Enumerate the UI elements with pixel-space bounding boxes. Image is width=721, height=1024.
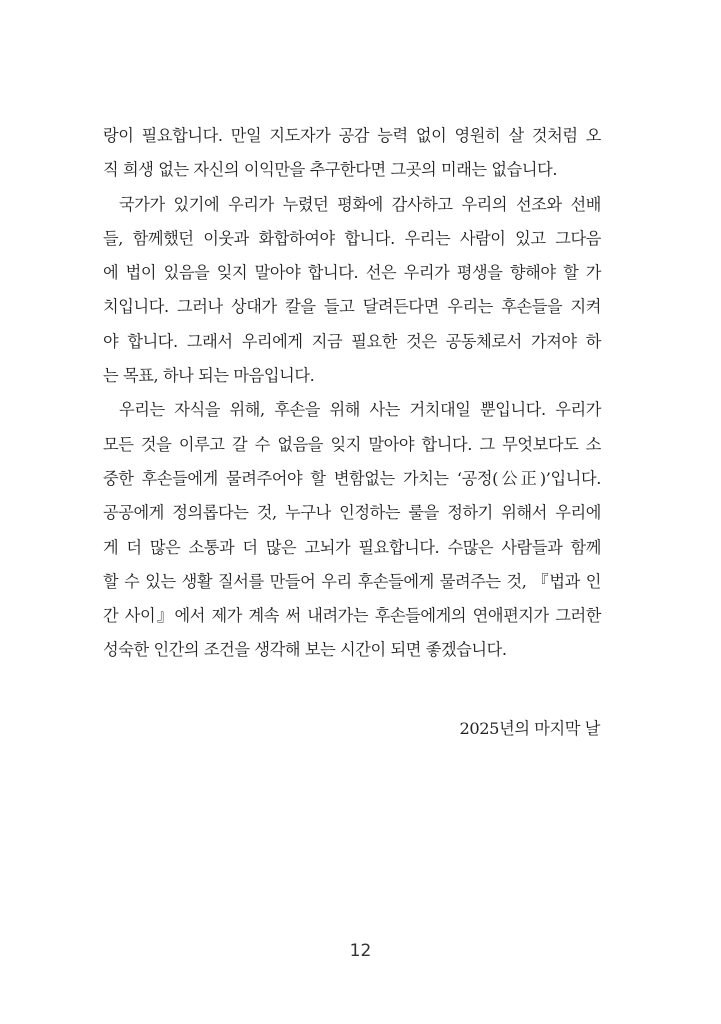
text-line: 중한 후손들에게 물려주어야 할 변함없는 가치는 ‘공정(公正)’입니다. xyxy=(103,468,601,488)
text-line: 에 법이 있음을 잊지 말아야 합니다. 선은 우리가 평생을 향해야 할 가 xyxy=(103,263,601,283)
paragraph-first-line: 국가가 있기에 우리가 누렸던 평화에 감사하고 우리의 선조와 선배 xyxy=(119,194,601,214)
text-line: 성숙한 인간의 조건을 생각해 보는 시간이 되면 좋겠습니다. xyxy=(103,640,507,660)
page-number: 12 xyxy=(349,941,372,961)
text-line: 공공에게 정의롭다는 것, 누구나 인정하는 룰을 정하기 위해서 우리에 xyxy=(103,503,601,523)
text-line: 게 더 많은 소통과 더 많은 고뇌가 필요합니다. 수많은 사람들과 함께 xyxy=(103,537,601,557)
text-line: 랑이 필요합니다. 만일 지도자가 공감 능력 없이 영원히 살 것처럼 오 xyxy=(103,126,601,145)
text-line: 직 희생 없는 자신의 이익만을 추구한다면 그곳의 미래는 없습니다. xyxy=(103,160,558,180)
date-signature: 2025년의 마지막 날 xyxy=(459,719,600,738)
text-line: 들, 함께했던 이웃과 화합하여야 합니다. 우리는 사람이 있고 그다음 xyxy=(103,228,601,248)
text-line: 는 목표, 하나 되는 마음입니다. xyxy=(103,366,315,386)
body-text xyxy=(103,119,601,668)
text-line: 야 합니다. 그래서 우리에게 지금 필요한 것은 공동체로서 가져야 하 xyxy=(103,331,601,351)
text-line: 할 수 있는 생활 질서를 만들어 우리 후손들에게 물려주는 것, 『법과 인 xyxy=(103,571,601,591)
text-line: 간 사이』에서 제가 계속 써 내려가는 후손들에게의 연애편지가 그러한 xyxy=(103,606,601,626)
text-line: 모든 것을 이루고 갈 수 없음을 잊지 말아야 합니다. 그 무엇보다도 소 xyxy=(103,434,601,454)
text-line: 치입니다. 그러나 상대가 칼을 들고 달려든다면 우리는 후손들을 지켜 xyxy=(103,297,601,317)
paragraph-first-line: 우리는 자식을 위해, 후손을 위해 사는 거치대일 뿐입니다. 우리가 xyxy=(119,400,601,420)
